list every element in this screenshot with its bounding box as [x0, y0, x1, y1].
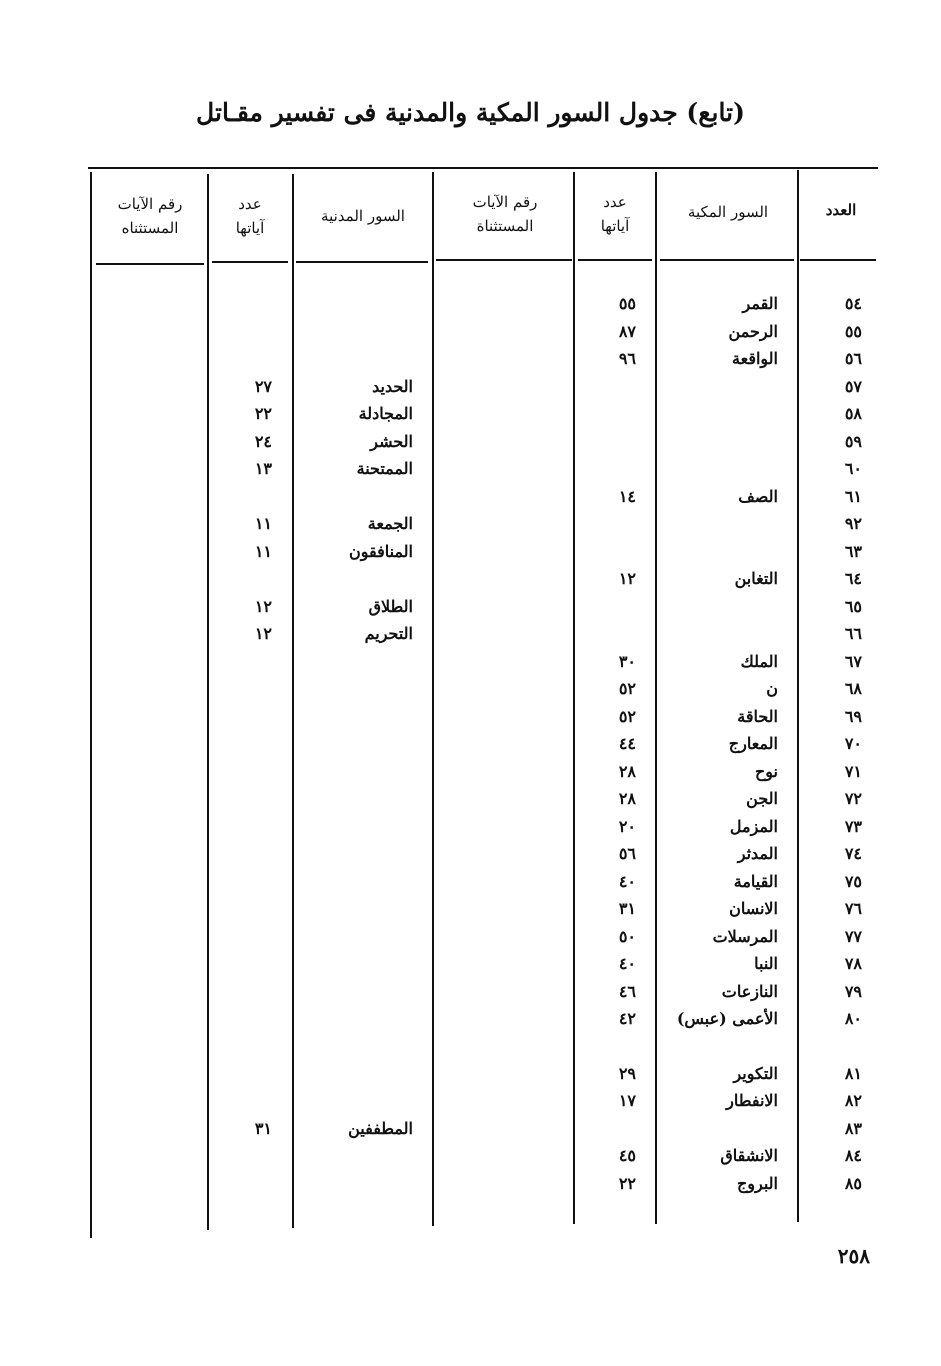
madani-surah-name [297, 345, 413, 372]
table-row [0, 785, 941, 812]
makki-surah-name: الحاقة [737, 706, 778, 726]
madani-verse-count [212, 703, 272, 730]
madani-verse-count: ٣١ [254, 1118, 272, 1138]
makki-surah-name: النبا [754, 954, 778, 973]
header-madani-surah: السور المدنية [321, 207, 405, 225]
makki-surah-name: الجن [746, 789, 778, 808]
makki-surah-name: المرسلات [712, 926, 778, 946]
surah-number: ٦٤ [844, 569, 862, 588]
surah-number: ٧٧ [844, 926, 862, 946]
header-madani-count: عدد آياتها [235, 195, 265, 237]
madani-verse-count [212, 483, 272, 510]
makki-surah-name [660, 400, 778, 427]
makki-surah-name: الأعمى (عبس) [676, 1009, 778, 1028]
makki-verse-count: ١٤ [618, 486, 636, 506]
madani-verse-count: ٢٧ [254, 376, 272, 396]
table-row [0, 345, 941, 372]
makki-surah-name [660, 428, 778, 455]
table-row [0, 373, 941, 400]
table-row [0, 1115, 941, 1142]
table-row [0, 923, 941, 950]
surah-number: ٧١ [844, 761, 862, 781]
madani-verse-count [212, 978, 272, 1005]
surah-number: ٨١ [844, 1063, 862, 1083]
makki-surah-name: الانفطار [726, 1091, 778, 1110]
madani-verse-count [212, 895, 272, 922]
surah-number: ٥٤ [844, 294, 862, 313]
madani-surah-name [297, 1060, 413, 1087]
makki-verse-count: ٢٨ [618, 789, 636, 808]
makki-surah-name: القيامة [733, 871, 778, 891]
table-row [0, 428, 941, 455]
surah-number: ٦٦ [844, 624, 862, 643]
makki-verse-count: ٥٦ [618, 844, 636, 863]
madani-verse-count [212, 758, 272, 785]
makki-verse-count: ٤٦ [618, 981, 636, 1001]
makki-verse-count: ٣١ [618, 899, 636, 918]
surah-number: ٦٥ [844, 596, 862, 616]
madani-verse-count [212, 950, 272, 977]
makki-verse-count: ٢٩ [618, 1063, 636, 1083]
surah-number: ٦٣ [844, 541, 862, 561]
madani-surah-name [297, 703, 413, 730]
makki-verse-count [578, 510, 636, 537]
madani-surah-name: الحديد [372, 376, 413, 396]
page-title: (تابع) جدول السور المكية والمدنية فى تفسير مقـاتل [196, 98, 745, 127]
header-rule-makki-exceptions [436, 259, 572, 261]
madani-verse-count: ١١ [254, 541, 272, 561]
makki-verse-count [578, 538, 636, 565]
makki-verse-count: ٤٤ [618, 734, 636, 753]
makki-verse-count: ٢٠ [618, 816, 636, 836]
madani-verse-count [212, 675, 272, 702]
makki-verse-count: ١٧ [618, 1091, 636, 1110]
madani-surah-name: التحريم [364, 624, 413, 643]
makki-surah-name [660, 510, 778, 537]
madani-verse-count [212, 648, 272, 675]
table-row [0, 648, 941, 675]
table-row [0, 510, 941, 537]
madani-surah-name [297, 813, 413, 840]
makki-surah-name: المدثر [737, 844, 778, 863]
makki-verse-count: ٥٥ [618, 294, 636, 313]
surah-number: ٧٢ [844, 789, 862, 808]
table-row [0, 1087, 941, 1114]
makki-surah-name: البروج [736, 1173, 778, 1193]
header-rule-number [800, 259, 876, 261]
surah-number: ٧٦ [844, 899, 862, 918]
surah-number: ٥٩ [844, 431, 862, 451]
surah-number: ٧٠ [844, 734, 862, 753]
madani-surah-name [297, 923, 413, 950]
makki-surah-name: الانسان [729, 899, 778, 918]
madani-verse-count: ١١ [254, 514, 272, 533]
makki-verse-count: ٢٢ [618, 1173, 636, 1193]
surah-number: ٥٧ [844, 376, 862, 396]
makki-verse-count: ٤٠ [618, 871, 636, 891]
table-row [0, 400, 941, 427]
makki-surah-name: نوح [754, 761, 778, 781]
makki-surah-name [660, 538, 778, 565]
makki-verse-count: ١٢ [618, 569, 636, 588]
table-row [0, 1060, 941, 1087]
table-row [0, 455, 941, 482]
table-row [0, 840, 941, 867]
madani-verse-count: ١٢ [254, 624, 272, 643]
madani-verse-count [212, 345, 272, 372]
madani-surah-name: المطففين [348, 1118, 413, 1138]
table-row [0, 730, 941, 757]
makki-surah-name: القمر [742, 294, 778, 313]
madani-surah-name [297, 950, 413, 977]
madani-surah-name [297, 978, 413, 1005]
madani-surah-name [297, 1087, 413, 1114]
table-row [0, 758, 941, 785]
surah-number: ٧٥ [844, 871, 862, 891]
makki-verse-count: ٥٢ [618, 679, 636, 698]
madani-verse-count: ١٣ [254, 459, 272, 478]
header-number: العدد [825, 201, 857, 219]
madani-surah-name: الطلاق [368, 596, 413, 616]
surah-number: ٨٣ [844, 1118, 862, 1138]
table-row [0, 483, 941, 510]
madani-surah-name [297, 675, 413, 702]
makki-verse-count: ٩٦ [618, 349, 636, 368]
table-row [0, 978, 941, 1005]
makki-surah-name: الصف [738, 486, 778, 506]
madani-surah-name: المجادلة [358, 404, 413, 423]
makki-surah-name: الملك [740, 651, 778, 671]
surah-number: ٨٢ [844, 1091, 862, 1110]
madani-surah-name [297, 318, 413, 345]
table-row [0, 318, 941, 345]
madani-surah-name [297, 840, 413, 867]
header-rule-makki-surah [660, 259, 794, 261]
surah-number: ٦٨ [844, 679, 862, 698]
madani-verse-count: ١٢ [254, 596, 272, 616]
table-row [0, 813, 941, 840]
header-madani-exceptions: رقم الآيات المستثناه [117, 195, 183, 237]
surah-number: ٦٠ [844, 459, 862, 478]
page-number: ٢٥٨ [837, 1244, 870, 1268]
header-rule-makki-count [578, 259, 652, 261]
surah-number: ٨٥ [844, 1173, 862, 1193]
table-row [0, 868, 941, 895]
madani-surah-name: الجمعة [367, 514, 413, 533]
madani-surah-name [297, 290, 413, 317]
madani-verse-count [212, 730, 272, 757]
madani-surah-name: الحشر [370, 431, 413, 451]
makki-verse-count: ٤٢ [618, 1009, 636, 1028]
madani-surah-name [297, 1005, 413, 1032]
madani-verse-count [212, 565, 272, 592]
madani-verse-count [212, 923, 272, 950]
makki-verse-count [578, 373, 636, 400]
makki-surah-name: المزمل [729, 816, 778, 836]
makki-surah-name [660, 1115, 778, 1142]
surah-number: ٧٤ [844, 844, 862, 863]
makki-verse-count: ٤٥ [618, 1146, 636, 1165]
table-row [0, 703, 941, 730]
makki-verse-count [578, 620, 636, 647]
makki-verse-count: ٤٠ [618, 954, 636, 973]
makki-surah-name: الانشقاق [720, 1146, 778, 1165]
makki-verse-count: ٢٨ [618, 761, 636, 781]
surah-number: ٦٧ [844, 651, 862, 671]
header-makki-exceptions: رقم الآيات المستثناة [472, 193, 538, 235]
makki-surah-name: التكوير [733, 1063, 778, 1083]
surah-number: ٦٩ [844, 706, 862, 726]
table-row [0, 538, 941, 565]
makki-verse-count [578, 428, 636, 455]
makki-surah-name: المعارج [728, 734, 778, 753]
madani-verse-count [212, 290, 272, 317]
madani-verse-count [212, 1170, 272, 1197]
makki-surah-name: ن [766, 679, 778, 698]
madani-surah-name [297, 758, 413, 785]
makki-verse-count [578, 1115, 636, 1142]
makki-surah-name [660, 373, 778, 400]
makki-surah-name: التغابن [734, 569, 778, 588]
makki-surah-name [660, 593, 778, 620]
table-row [0, 1005, 941, 1032]
header-rule-madani-exceptions [96, 263, 204, 265]
makki-verse-count [578, 400, 636, 427]
madani-verse-count [212, 1060, 272, 1087]
table-row [0, 895, 941, 922]
makki-surah-name [660, 620, 778, 647]
madani-surah-name [297, 1142, 413, 1169]
madani-surah-name [297, 565, 413, 592]
makki-verse-count [578, 593, 636, 620]
surah-number: ٧٩ [844, 981, 862, 1001]
table-row [0, 675, 941, 702]
surah-number: ٧٣ [844, 816, 862, 836]
table-row [0, 593, 941, 620]
surah-number: ٨٤ [844, 1146, 862, 1165]
header-rule-madani-surah [296, 261, 428, 263]
surah-number: ٥٥ [844, 321, 862, 341]
madani-verse-count [212, 840, 272, 867]
makki-surah-name: الواقعة [732, 349, 778, 368]
madani-surah-name: المنافقون [348, 541, 413, 561]
madani-surah-name [297, 730, 413, 757]
madani-verse-count [212, 1005, 272, 1032]
surah-number: ٥٨ [844, 404, 862, 423]
makki-verse-count: ٥٢ [618, 706, 636, 726]
makki-verse-count [578, 455, 636, 482]
madani-verse-count [212, 1142, 272, 1169]
header-makki-count: عدد آياتها [600, 193, 630, 235]
table-row [0, 1142, 941, 1169]
madani-surah-name [297, 1170, 413, 1197]
madani-verse-count [212, 318, 272, 345]
surah-number: ٦١ [844, 486, 862, 506]
table-row [0, 1170, 941, 1197]
table-row [0, 290, 941, 317]
madani-verse-count: ٢٤ [254, 431, 272, 451]
table-row [0, 565, 941, 592]
surah-number: ٩٢ [844, 514, 862, 533]
madani-verse-count [212, 785, 272, 812]
makki-surah-name [660, 455, 778, 482]
makki-verse-count: ٨٧ [618, 321, 636, 341]
surah-number: ٧٨ [844, 954, 862, 973]
makki-verse-count: ٥٠ [618, 926, 636, 946]
madani-surah-name [297, 483, 413, 510]
makki-verse-count: ٣٠ [618, 651, 636, 671]
header-makki-surah: السور المكية [687, 203, 769, 221]
madani-verse-count [212, 813, 272, 840]
table-row [0, 950, 941, 977]
table-row [0, 620, 941, 647]
surah-number: ٥٦ [844, 349, 862, 368]
madani-surah-name [297, 868, 413, 895]
makki-surah-name: النازعات [721, 981, 778, 1001]
madani-surah-name [297, 648, 413, 675]
madani-surah-name [297, 895, 413, 922]
madani-surah-name: الممتحنة [356, 459, 413, 478]
madani-verse-count [212, 1087, 272, 1114]
makki-surah-name: الرحمن [728, 321, 778, 341]
madani-verse-count: ٢٢ [254, 404, 272, 423]
table-top-rule [88, 167, 878, 169]
madani-verse-count [212, 868, 272, 895]
surah-number: ٨٠ [844, 1009, 862, 1028]
header-rule-madani-count [212, 261, 288, 263]
madani-surah-name [297, 785, 413, 812]
